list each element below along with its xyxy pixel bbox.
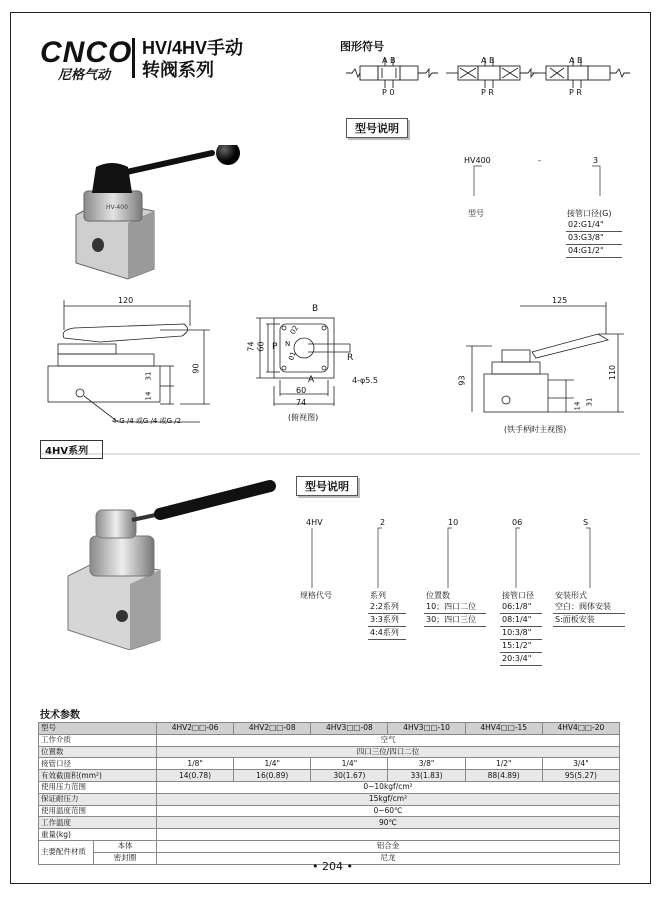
top-60-horizontal-dim: 60: [296, 386, 307, 395]
spec-value: 尼龙: [157, 852, 620, 864]
4hv-mount-list: [553, 601, 625, 627]
hv-valve-photo: [62, 145, 262, 280]
table-row: [39, 829, 620, 841]
spec-table-title: 技术参数: [40, 710, 80, 721]
4hv-port-item: 10:3/8": [500, 627, 542, 640]
page-title: [142, 37, 243, 81]
hv-port-item: 04:G1/2": [566, 245, 622, 258]
position-01-label: 01: [287, 350, 298, 362]
table-row: [39, 734, 620, 746]
table-row: [39, 781, 620, 793]
spec-value: 88(4.89): [465, 770, 542, 782]
spec-value: 14(0.78): [157, 770, 234, 782]
hv-model-heading: 型号说明: [346, 118, 408, 138]
4hv-col1-title: 规格代号: [300, 591, 332, 600]
table-row: [39, 758, 620, 770]
hv-model-code: HV400: [464, 156, 491, 165]
spec-label: 重量(kg): [39, 829, 157, 841]
spec-value: [157, 829, 620, 841]
table-row: [39, 793, 620, 805]
symbol-3-top-ports: A B: [569, 56, 583, 65]
spec-label: 工作温度: [39, 817, 157, 829]
spec-value: 1/8": [157, 758, 234, 770]
hv-front-port-note: 4-G /4 或G /4 或G /2: [112, 417, 182, 425]
spec-sub-label: 密封圈: [94, 852, 157, 864]
hv-port-label: 接管口径(G): [567, 209, 612, 218]
table-row: [39, 840, 620, 852]
section-4hv-heading: 4HV系列: [40, 440, 103, 459]
spec-value: 33(1.83): [388, 770, 465, 782]
hv-front-width-dim: 120: [118, 296, 134, 305]
4hv-code-mount: S: [583, 518, 589, 527]
side-d14-dim: 14: [573, 401, 582, 411]
spec-value: 3/4": [542, 758, 619, 770]
4hv-series-item: 3:3系列: [368, 614, 406, 627]
hv-model-label: 型号: [468, 209, 484, 218]
4hv-port-list: [500, 601, 542, 666]
port-a-label: A: [308, 375, 315, 385]
top-view-caption: (俯视图): [288, 413, 319, 422]
side-width-dim: 125: [552, 296, 568, 305]
hv-port-item: 03:G3/8": [566, 232, 622, 245]
section-divider: [40, 452, 640, 456]
4hv-port-item: 15:1/2": [500, 640, 542, 653]
spec-value: 30(1.67): [311, 770, 388, 782]
port-p-label: P: [272, 342, 278, 352]
spec-value: 90℃: [157, 817, 620, 829]
side-h93-dim: 93: [457, 375, 467, 386]
4hv-port-item: 06:1/8": [500, 601, 542, 614]
spec-value: 1/4": [311, 758, 388, 770]
spec-value: 95(5.27): [542, 770, 619, 782]
page-number: • 204 •: [312, 860, 353, 873]
position-n-label: N: [285, 340, 291, 348]
position-02-label: 02: [288, 324, 301, 336]
spec-value: 0~60℃: [157, 805, 620, 817]
symbol-1-top-ports: A B: [382, 56, 396, 65]
hv-front-d31-dim: 31: [144, 371, 153, 381]
4hv-valve-photo: [60, 480, 290, 650]
hv-port-list: [566, 219, 622, 258]
spec-value: 15kgf/cm²: [157, 793, 620, 805]
4hv-mount-item: S:面板安装: [553, 614, 625, 627]
symbol-2-top-ports: A B: [481, 56, 495, 65]
4hv-code-positions: 10: [448, 518, 459, 527]
hv-side-view-drawing: [462, 300, 632, 425]
symbol-title: 图形符号: [340, 40, 384, 53]
spec-value: 1/4": [234, 758, 311, 770]
4hv-model-leader-lines: [300, 526, 610, 592]
hv-model-dash: -: [538, 156, 541, 165]
4hv-series-item: 2:2系列: [368, 601, 406, 614]
spec-label: 位置数: [39, 746, 157, 758]
spec-value: 四口三位/四口二位: [157, 746, 620, 758]
4hv-series-list: [368, 601, 406, 640]
spec-label: 工作介质: [39, 734, 157, 746]
side-d31-dim: 31: [585, 397, 594, 407]
4hv-positions-item: 30；四口三位: [424, 614, 486, 627]
4hv-col2-title: 系列: [370, 591, 386, 600]
header-divider: [132, 38, 135, 78]
table-row: [39, 770, 620, 782]
brand-subtitle: 尼格气动: [58, 67, 111, 82]
4hv-code-series: 4HV: [306, 518, 323, 527]
hv-model-leader-lines: [460, 164, 620, 214]
side-h110-dim: 110: [608, 364, 618, 381]
mounting-holes-dim: 4-φ5.5: [352, 376, 378, 385]
top-74-horizontal-dim: 74: [296, 398, 307, 407]
hv-port-item: 02:G1/4": [566, 219, 622, 232]
4hv-col4-title: 接管口径: [502, 591, 534, 600]
spec-value: 铝合金: [157, 840, 620, 852]
spec-label: 使用压力范围: [39, 781, 157, 793]
hv-front-d14-dim: 14: [144, 391, 153, 401]
spec-table: [38, 722, 620, 865]
spec-label: 使用温度范围: [39, 805, 157, 817]
4hv-col3-title: 位置数: [426, 591, 450, 600]
spec-value: 16(0.89): [234, 770, 311, 782]
symbol-2-bottom-ports: P R: [481, 88, 494, 97]
spec-model: 4HV3□□-10: [388, 723, 465, 735]
spec-label: 主要配件材质: [39, 840, 94, 864]
spec-label: 有效截面积(mm²): [39, 770, 157, 782]
spec-model: 4HV4□□-20: [542, 723, 619, 735]
symbol-3-bottom-ports: P R: [569, 88, 582, 97]
brand-logo: CNCO: [40, 36, 133, 69]
table-row: [39, 817, 620, 829]
4hv-series-item: 4:4系列: [368, 627, 406, 640]
spec-model: 4HV3□□-08: [311, 723, 388, 735]
hv-port-code: 3: [593, 156, 599, 165]
4hv-code-port: 06: [512, 518, 523, 527]
spec-model: 4HV4□□-15: [465, 723, 542, 735]
port-r-label: R: [347, 353, 354, 363]
4hv-positions-list: [424, 601, 486, 627]
top-74-vertical-dim: 74: [246, 341, 256, 352]
spec-model: 4HV2□□-08: [234, 723, 311, 735]
4hv-port-item: 08:1/4": [500, 614, 542, 627]
title-line-1: HV/4HV手动: [142, 38, 244, 58]
spec-label: 保证耐压力: [39, 793, 157, 805]
table-row: [39, 805, 620, 817]
port-b-label: B: [312, 304, 319, 314]
4hv-positions-item: 10；四口二位: [424, 601, 486, 614]
spec-value: 1/2": [465, 758, 542, 770]
4hv-mount-item: 空白：阀体安装: [553, 601, 625, 614]
top-60-vertical-dim: 60: [256, 341, 266, 352]
symbol-1-bottom-ports: P 0: [382, 88, 395, 97]
spec-value: 0~10kgf/cm²: [157, 781, 620, 793]
title-line-2: 转阀系列: [142, 60, 214, 80]
spec-sub-label: 本体: [94, 840, 157, 852]
svg-text:HV-400: HV-400: [106, 204, 128, 211]
hv-front-height-dim: 90: [191, 363, 201, 374]
spec-label: 接管口径: [39, 758, 157, 770]
spec-model-label: 型号: [39, 723, 157, 735]
table-row: [39, 746, 620, 758]
spec-model: 4HV2□□-06: [157, 723, 234, 735]
4hv-model-heading: 型号说明: [296, 476, 358, 496]
spec-value: 3/8": [388, 758, 465, 770]
hv-front-view-drawing: [40, 296, 215, 436]
4hv-port-item: 20:3/4": [500, 653, 542, 666]
spec-value: 空气: [157, 734, 620, 746]
side-view-caption: (铁手柄时主视图): [504, 425, 567, 434]
4hv-col5-title: 安装形式: [555, 591, 587, 600]
table-row: [39, 723, 620, 735]
4hv-code-size: 2: [380, 518, 386, 527]
